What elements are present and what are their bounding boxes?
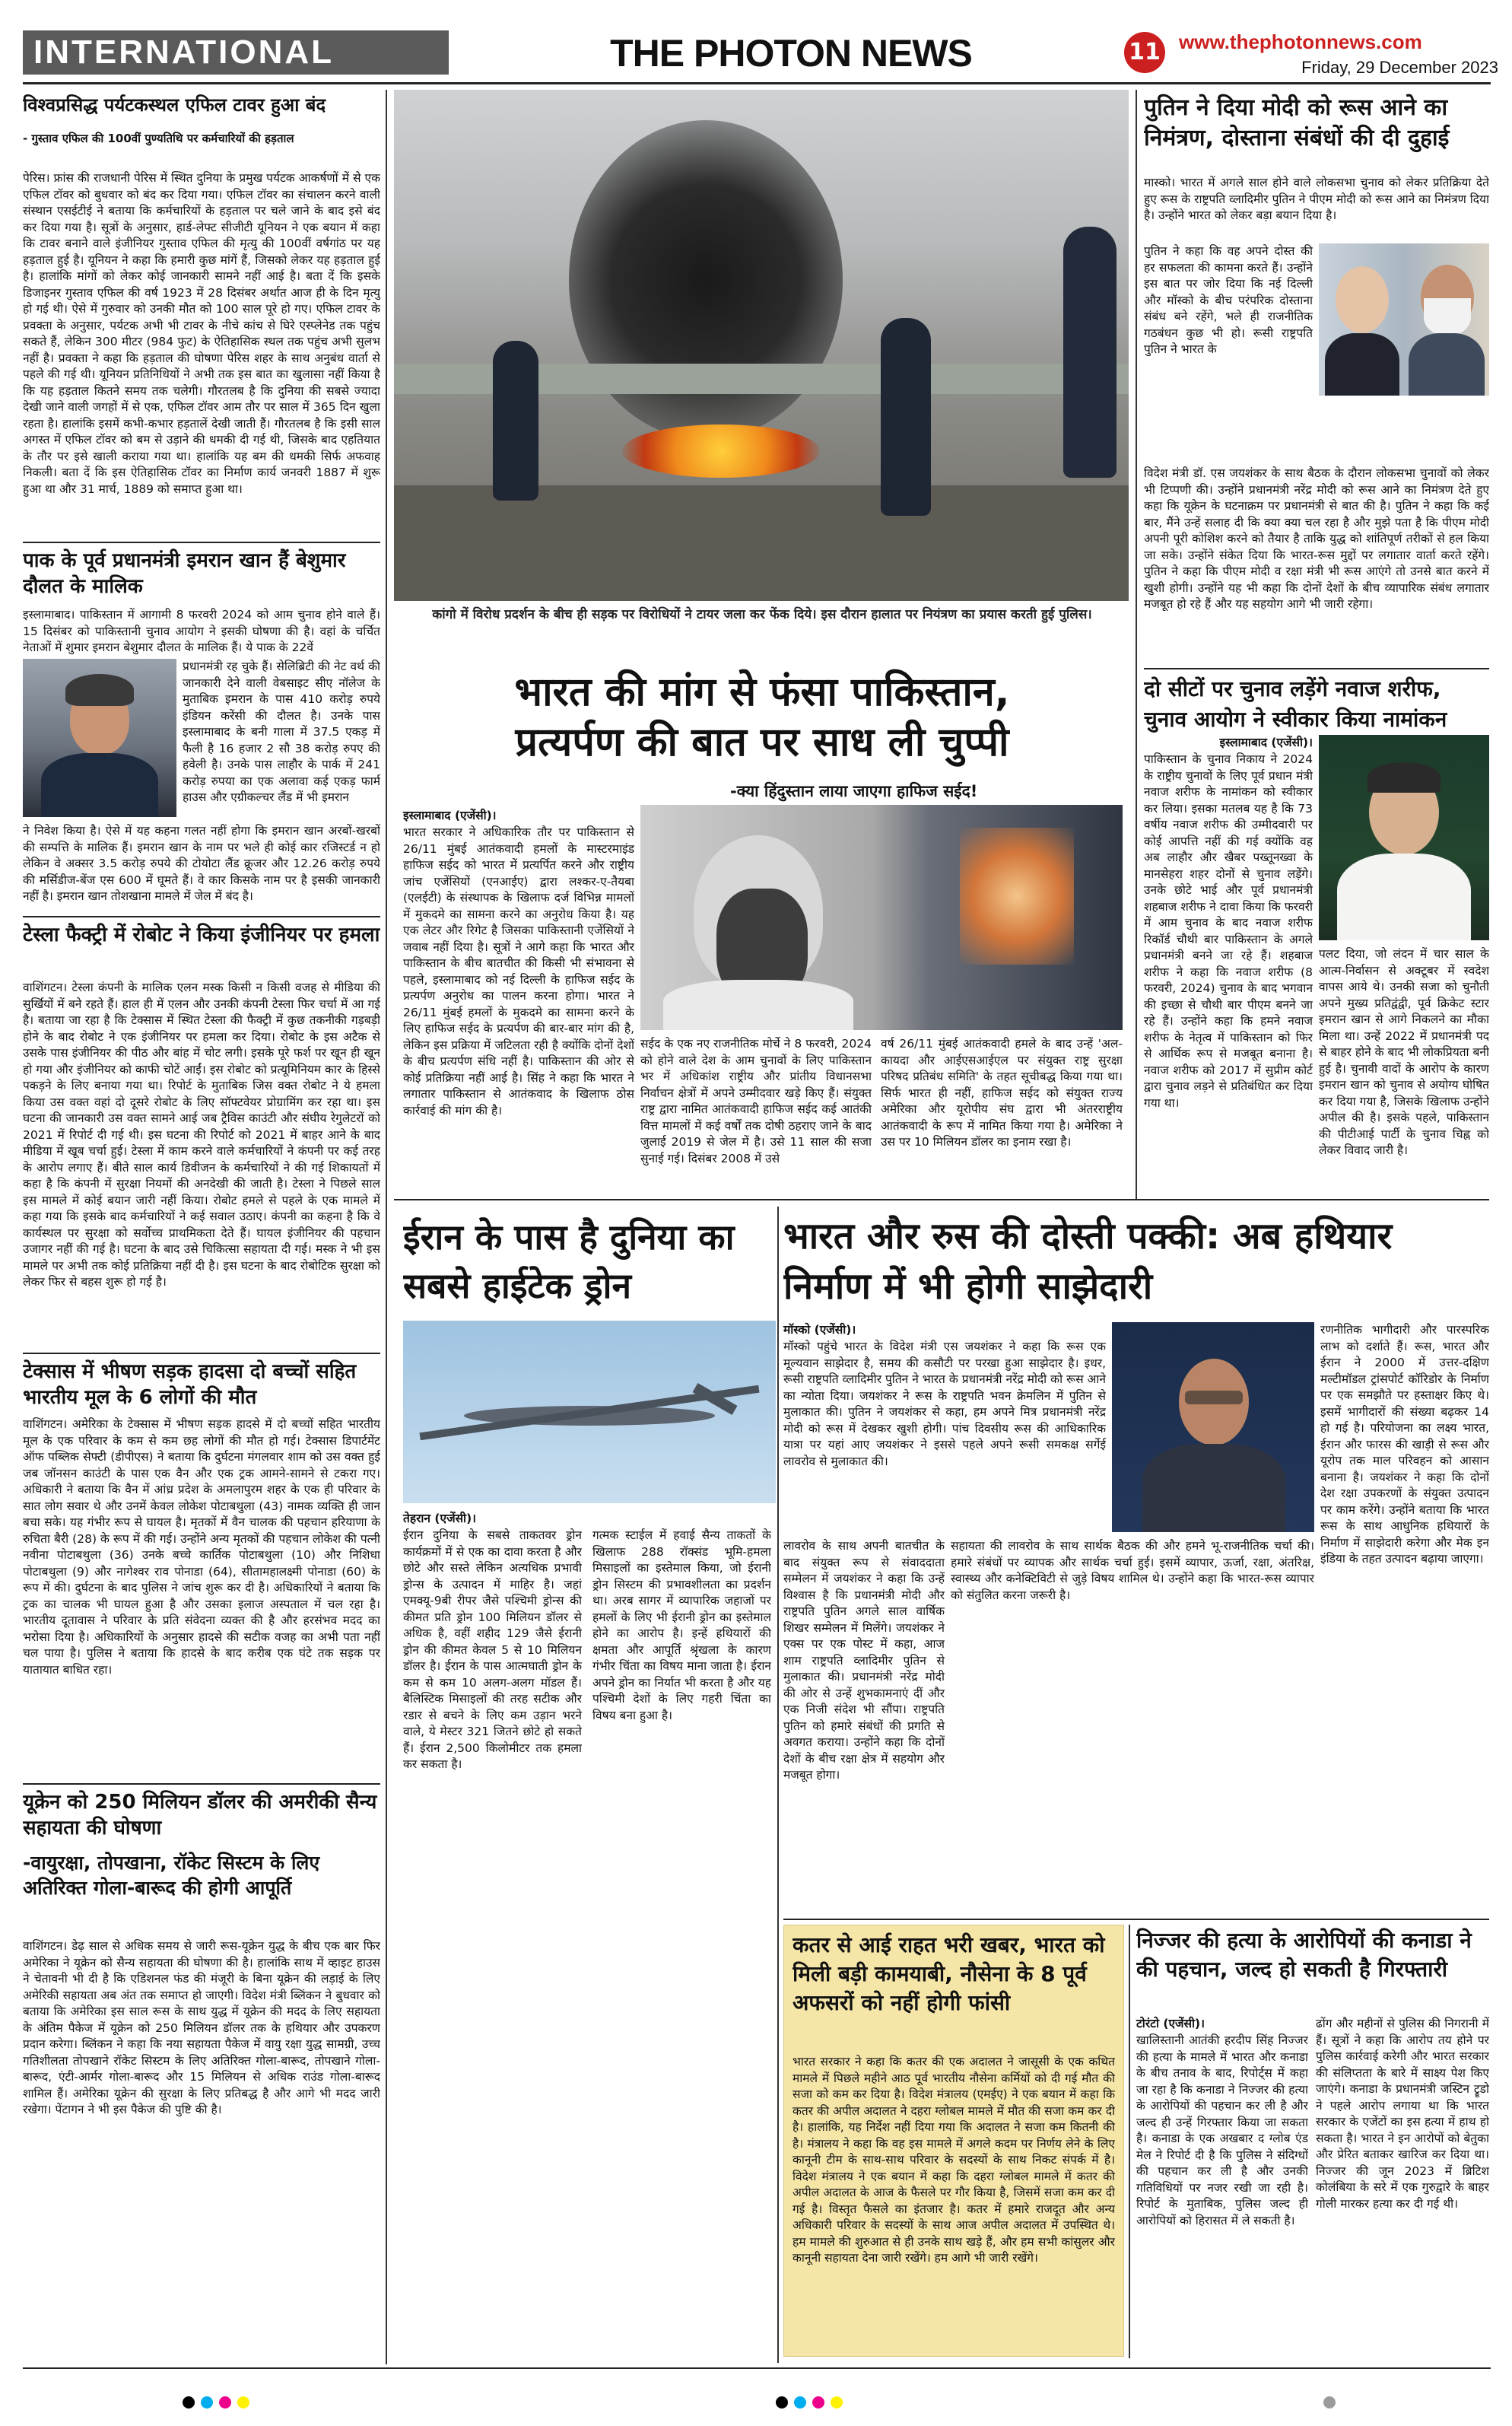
registration-dot (201, 2396, 213, 2409)
article-divider (1144, 668, 1489, 669)
drone-dateline: तेहरान (एजेंसी)। (403, 1512, 477, 1525)
column-divider (386, 90, 387, 2364)
pak-headline-line1: भारत की मांग से फंसा पाकिस्तान, (514, 669, 1010, 715)
issue-date: Friday, 29 December 2023 (1301, 58, 1498, 77)
masthead-rule (23, 82, 1491, 84)
registration-dot (237, 2396, 249, 2409)
nijjar-headline: निज्जर की हत्या के आरोपियों की कनाडा ने की पहचान, जल्द हो सकती है गिरफ्तारी (1136, 1928, 1472, 1982)
india-russia-body-far: रणनीतिक भागीदारी और पारस्परिक लाभ को दर्शाते हैं। रूस, भारत और ईरान ने 2000 में उत्तर-दक्षिण मल्टीमॉडल ट्रांसपोर्ट कॉरिडोर के निर्माण पर एक समझौते पर हस्ताक्षर किए थे। इसमें भागीदारों की संख्या बढ़कर 14 हो गई है। परियोजना का लक्ष्य भारत, ईरान और फारस की खाड़ी से रूस और यूरोप तक माल परिवहन को आसान बनाना है। जयशंकर ने कहा कि दोनों देश रक्षा उपकरणों के संयुक्त उत्पादन पर काम करेंगे। उन्होंने बताया कि भारत रूस के साथ आधुनिक हथियारों के निर्माण में साझेदारी करेगा और मेक इन इंडिया के तहत उत्पादन बढ़ाया जाएगा। (1320, 1323, 1489, 1566)
drone-body-col2: गत्मक स्टाईल में हवाई सैन्य ताकतों के खिलाफ 288 रॉक्संड भूमि-हमला मिसाइलों का इस्तेमाल किया, जो ईरानी ड्रोन सिस्टम की प्रभावशीलता का प्रदर्शन था। अरब सागर में व्यापारिक जहाजों पर हमलों के लिए भी ईरानी ड्रोन का इस्तेमाल होने का आरोप है। इन्हें हथियारों की क्षमता और आपूर्ति श्रृंखला के कारण गंभीर चिंता का विषय माना जाता है। ईरान अपने ड्रोन का निर्यात भी करता है और यह पश्चिमी देशों के लिए गहरी चिंता का विषय बना हुआ है। (592, 1528, 771, 1722)
drone-headline: ईरान के पास है दुनिया का सबसे हाईटेक ड्रोन (403, 1216, 735, 1306)
pak-body-col2: सईद के एक नए राजनीतिक मोर्चे ने 8 फरवरी, 2024 को होने वाले देश के आम चुनावों के लिए पाकिस्तान भर में अधिकांश राष्ट्रीय और प्रांतीय विधानसभा निर्वाचन क्षेत्रों में अपने उम्मीदवार खड़े किए हैं। संयुक्त राष्ट्र द्वारा नामित आतंकवादी हाफिज सईद कई आतंकी वित्त मामलों में कई वर्षों तक दोषी ठहराए जाने के बाद जुलाई 2019 से जेल में है। उसे 11 साल की सजा सुनाई गई। दिसंबर 2008 में उसे (640, 1037, 872, 1165)
registration-dot (1323, 2396, 1336, 2409)
pak-body-col3: वर्ष 26/11 मुंबई आतंकवादी हमले के बाद उन्हें 'अल-कायदा और आईएसआईएल पर संयुक्त राष्ट्र सुरक्षा परिषद प्रतिबंध समिति' के तहत सूचीबद्ध किया गया था। सिर्फ भारत ही नहीं, हाफिज सईद को संयुक्त राज्य अमेरिका और यूरोपीय संघ द्वारा भी अंतरराष्ट्रीय आतंकवादी के रूप में नामित किया गया है। अमेरिका ने उस पर 10 मिलियन डॉलर का इनाम रखा है। (881, 1037, 1123, 1149)
footer-dots (0, 2396, 1512, 2412)
pak-subheadline: -क्या हिंदुस्तान लाया जाएगा हाफिज सईद! (730, 782, 978, 800)
qatar-body: भारत सरकार ने कहा कि कतर की एक अदालत ने जासूसी के एक कथित मामले में पिछले महीने आठ पूर्व भारतीय नौसेना कर्मियों को दी गई मौत की सजा को कम कर दिया है। विदेश मंत्रालय (एमईए) ने एक बयान में कहा कि कतर की अपील अदालत ने दहरा ग्लोबल मामले में मौत की सजा कम कर दी है। हालांकि, यह निर्देश नहीं दिया गया कि अदालत ने सजा कम कितनी की है। मंत्रालय ने कहा कि वह इस मामले में अगले कदम पर निर्णय लेने के लिए कानूनी टीम के साथ-साथ परिवार के सदस्यों के साथ निकट संपर्क में है। विदेश मंत्रालय ने एक बयान में कहा कि दहरा ग्लोबल मामले में कतर की अपील अदालत के आज के फैसले पर गौर किया है, जिसमें सजा कम कर दी गई है। विस्तृत फैसले का इंतजार है। कतर में हमारे राजदूत और अन्य अधिकारी परिवार के सदस्यों के साथ आज अपील अदालत में उपस्थित थे। हम मामले की शुरुआत से ही उनके साथ खड़े हैं, और हम सभी कांसुलर और कानूनी सहायता देना जारी रखेंगे। हम आगे भी जारी रखेंगे। (793, 2055, 1115, 2265)
nawaz-dateline: इस्लामाबाद (एजेंसी)। (1219, 736, 1313, 749)
ukraine-body: वाशिंगटन। डेढ़ साल से अधिक समय से जारी रूस-यूक्रेन युद्ध के बीच एक बार फिर अमेरिका ने यूक्रेन को सैन्य सहायता की घोषणा की है। हालांकि साथ में व्हाइट हाउस ने चेतावनी भी दी है कि एडिशनल फंड की मंजूरी के बिना यूक्रेन की लड़ाई के लिए अमेरिकी सहायता अब अंत तक समाप्त हो जाएगी। विदेश मंत्री ब्लिंकन ने बुधवार को बताया कि अमेरिका इस साल रूस के साथ युद्ध में यूक्रेन की मदद के लिए सहायता के अंतिम पैकेज में यूक्रेन को 250 मिलियन डॉलर तक के हथियार और उपकरण प्रदान करेगा। ब्लिंकन ने कहा कि नया सहायता पैकेज में वायु रक्षा युद्ध सामग्री, उच्च गतिशीलता तोपखाने रॉकेट सिस्टम के लिए अतिरिक्त गोला-बारूद, तोपखाने गोला-बारूद, एंटी-आर्मर गोला-बारूद और 15 मिलियन से अधिक राउंड गोला-बारूद शामिल हैं। अमेरिका यूक्रेन की सुरक्षा के लिए प्रतिबद्ध है और आगे भी मदद जारी रखेगा। पेंटागन ने भी इस पैकेज की पुष्टि की है। (23, 1939, 380, 2116)
page-number-badge (1124, 32, 1165, 73)
imran-body-top: इस्लामाबाद। पाकिस्तान में आगामी 8 फरवरी 2024 को आम चुनाव होने वाले हैं। 15 दिसंबर को पाकिस्तानी चुनाव आयोग ने इसकी घोषणा की है। वहां के चर्चित नेताओं में शुमार इमरान बेशुमार दौलत के मालिक हैं। ये पाक के 22वें (23, 608, 380, 654)
drone-body-col1: ईरान दुनिया के सबसे ताकतवर ड्रोन कार्यक्रमों में से एक का दावा करता है और छोटे और सस्ते लेकिन अत्यधिक प्रभावी ड्रोन्स के उत्पादन में माहिर है। जहां एमक्यू-9बी रीपर जैसे पश्चिमी ड्रोन्स की कीमत प्रति ड्रोन 100 मिलियन डॉलर से अधिक है, वहीं शहीद 129 जैसे ईरानी ड्रोन की कीमत केवल 5 से 10 मिलियन डॉलर है। ईरान के पास आत्मघाती ड्रोन के कम से कम 10 अलग-अलग मॉडल हैं। बैलिस्टिक मिसाइलों की तरह सटीक और रडार से बचने के लिए कम उड़ान भरने वाले, ये मेस्टर 321 जितने छोटे हो सकते हैं। ईरान 2,500 किलोमीटर तक हमला कर सकता है। (403, 1528, 582, 1771)
eiffel-body: पेरिस। फ्रांस की राजधानी पेरिस में स्थित दुनिया के प्रमुख पर्यटक आकर्षणों में से एक एफिल टॉवर को बुधवार को बंद कर दिया गया। एफिल टॉवर का संचालन करने वाली संस्थान एसईटीई ने बताया कि कर्मचारियों के हड़ताल पर चले जाने के बाद इसे बंद कर दिया गया है। सूत्रों के अनुसार, हार्ड-लेफ्ट सीजीटी यूनियन ने एक बयान में कहा कि टावर बनाने वाले इंजीनियर गुस्ताव एफिल की मृत्यु की 100वीं वर्षगांठ पर यह हड़ताल हुई है। यूनियन ने कहा कि हमारी कुछ मांगें हैं, जिसको लेकर यह हड़ताल हुई है। हालांकि मांगों को लेकर कोई जानकारी सामने नहीं आई है। बता दें कि इसके डिजाइनर गुस्ताव एफिल की वर्ष 1923 में 28 दिसंबर अर्थात आज ही के दिन मृत्यु हो गई थी। ऐसे में गुरुवार को उनकी मौत को 100 साल पूरे हो गए। एफिल टावर के प्रवक्ता के अनुसार, पर्यटक अभी भी टावर के नीचे कांच से घिरे एस्प्लेनेड तक पहुंच सकते हैं, लेकिन 300 मीटर (984 फुट) के ऐतिहासिक स्थल तक पहुंच अभी सुलभ नहीं है। प्रवक्ता ने कहा कि हड़ताल की घोषणा पेरिस शहर के साथ अनुबंध वार्ता से पहले की गई थी। यूनियन प्रतिनिधियों ने अभी तक इस बात का खुलासा नहीं किया है कि यह हड़ताल कितने समय तक चलेगी। गौरतलब है कि दुनिया की सबसे ज्यादा देखी जाने वाली जगहों में से एक, एफिल टॉवर आम तौर पर साल में 365 दिन खुला रहता है। हालांकि इसमें कभी-कभार हड़तालें देखी जाती हैं। गौरतलब है कि इसी साल अगस्त में एफिल टॉवर को बम से उड़ाने की धमकी दी गई थी, जिसके बाद एहतियात के तौर पर इसे खाली कराया गया था। हालांकि यह बम की धमकी सिर्फ अफवाह निकली। बता दें कि इस ऐतिहासिक टॉवर का निर्माण कार्य जनवरी 1887 में शुरू हुआ था और 31 मार्च, 1889 को समाप्त हुआ था। (23, 171, 380, 496)
putin-headline: पुतिन ने दिया मोदी को रूस आने का निमंत्रण, दोस्ताना संबंधों की दी दुहाई (1144, 94, 1450, 151)
nawaz-body-side: पलट दिया, जो लंदन में चार साल के आत्म-निर्वासन से अक्टूबर में स्वदेश वापस आये थे। उनकी सजा को चुनौती अपने मुख्य प्रतिद्वंद्वी, पूर्व क्रिकेट स्टार इमरान खान से आगे निकलने का मौका मिला था। उन्हें 2022 में प्रधानमंत्री पद से बाहर होने के बाद भी लोकप्रियता बनी हुई है। चुनावी वादों के आरोप के कारण इमरान खान को चुनाव से अयोग्य घोषित कर दिया गया है, जिसके खिलाफ उन्होंने अपील की है। इसके पहले, पाकिस्तान की पीटीआई पार्टी के चुनाव चिह्न को लेकर विवाद जारी है। (1319, 947, 1489, 1157)
jaishankar-photo (1112, 1322, 1314, 1532)
nawaz-headline: दो सीटों पर चुनाव लड़ेंगे नवाज शरीफ, चुनाव आयोग ने स्वीकार किया नामांकन (1144, 676, 1447, 732)
nawaz-body-main: पाकिस्तान के चुनाव निकाय ने 2024 के राष्ट्रीय चुनावों के लिए पूर्व प्रधान मंत्री नवाज शरीफ के नामांकन को स्वीकार कर लिया। इसका मतलब यह है कि 73 वर्षीय नवाज शरीफ की उम्मीदवारी पर कोई आपत्ति नहीं की गई क्योंकि वह अब लाहौर और खैबर पख्तूनख्वा के मानसेहरा शहर दोनों से चुनाव लड़ेंगे। उनके छोटे भाई और पूर्व प्रधानमंत्री शहबाज शरीफ ने दावा किया कि फरवरी में आम चुनाव के बाद नवाज शरीफ रिकॉर्ड चौथी बार पाकिस्तान के अगले प्रधानमंत्री बनने जा रहे हैं। शहबाज शरीफ ने कहा कि नवाज शरीफ (8 फरवरी, 2024) चुनाव के बाद भगवान की इच्छा से चौथी बार पीएम बनने जा रहे हैं। उन्होंने कहा कि हमने नवाज शरीफ के नेतृत्व में पाकिस्तान को फिर से आर्थिक रूप से मजबूत बनाना है। नवाज शरीफ को 2017 में सुप्रीम कोर्ट द्वारा चुनाव लड़ने से प्रतिबंधित कर दिया गया था। (1144, 752, 1313, 1110)
imran-khan-photo (23, 659, 176, 817)
pak-body-col1: भारत सरकार ने अधिकारिक तौर पर पाकिस्तान से 26/11 मुंबई आतंकवादी हमलों के मास्टरमाइंड हाफिज सईद को भारत में प्रत्यर्पित करने और राष्ट्रीय जांच एजेंसियों (एनआईए) द्वारा लश्कर-ए-तैयबा (एलईटी) के संस्थापक के खिलाफ दर्ज विभिन्न मामलों में मुकदमे का सामना करने का अनुरोध किया है। यह एक लेटर और रिगेट है जिसका पाकिस्तानी एजेंसियों ने जवाब नहीं दिया है। सूत्रों ने आगे कहा कि भारत और पाकिस्तान के बीच बातचीत की किसी भी संभावना से पहले, इस्लामाबाद को नई दिल्ली के हाफिज सईद के प्रत्यर्पण अनुरोध का पालन करना होगा। भारत ने 26/11 मुंबई हमलों के मुकदमे का सामना करने के लिए हाफिज सईद के प्रत्यर्पण की बार-बार मांग की है, लेकिन इस प्रक्रिया में जटिलता रही है क्योंकि दोनों देशों के बीच प्रत्यर्पण संधि नहीं है। पाकिस्तान की ओर से कोई प्रतिक्रिया नहीं आई है। सिंह ने कहा कि भारत ने लगातार पाकिस्तान से आतंकवाद के खिलाफ ठोस कार्रवाई की मांग की है। (403, 825, 634, 1118)
pak-headline-line2: प्रत्यर्पण की बात पर साध ली चुप्पी (515, 720, 1009, 765)
registration-dot (183, 2396, 195, 2409)
ukraine-headline: यूक्रेन को 250 मिलियन डॉलर की अमरीकी सैन्य सहायता की घोषणा (23, 1791, 377, 1839)
imran-body-side: प्रधानमंत्री रह चुके हैं। सेलिब्रिटी की नेट वर्थ की जानकारी देने वाली वेबसाइट सीए नॉलेज के मुताबिक इमरान के पास 410 करोड़ रुपये इंडियन करेंसी की दौलत है। उनके पास इस्लामाबाद के बनी गाला में 37.5 एकड़ में फैली है 16 हजार 2 सौ 38 करोड़ रुपए की हवेली है। उनके पास लाहौर के पार्क में 241 करोड़ रुपया का एक अलावा कई एकड़ फार्म हाउस और एग्रीकल्चर लैंड में भी इमरान (183, 660, 380, 804)
nawaz-sharif-photo (1319, 735, 1489, 940)
putin-body-bottom: विदेश मंत्री डॉ. एस जयशंकर के साथ बैठक के दौरान लोकसभा चुनावों को लेकर भी टिप्पणी की। उन्होंने प्रधानमंत्री नरेंद्र मोदी को रूस आने का निमंत्रण देते हुए कहा कि यूक्रेन के घटनाक्रम पर प्रधानमंत्री से बात की है। पुतिन ने कहा कि कई बार, मैंने उन्हें सलाह दी कि क्या क्या चल रहा है और मुझे पता है कि पीएम मोदी अपनी पूरी कोशिश करने को तैयार है ताकि युद्ध को शांतिपूर्ण तरीकों से हल किया जा सके। उन्होंने संकेत दिया कि भारत-रूस मुद्दों पर लगातार वार्ता करते रहेंगे। पुतिन ने कहा कि पीएम मोदी व रक्षा मंत्री भी रूस आएंगे तो उनसे बात करने में खुशी होगी। उन्होंने यह भी कहा कि दोनों देशों के बीच व्यापारिक संबंध लगातार मजबूत हो रहे हैं और यह सहयोग आगे भी जारी रहेगा। (1144, 466, 1489, 611)
article-divider (23, 1353, 380, 1354)
section-name: INTERNATIONAL (33, 33, 335, 71)
article-divider (23, 916, 380, 917)
putin-body-side: पुतिन ने कहा कि वह अपने दोस्त की हर सफलता की कामना करते हैं। उन्होंने इस बात पर जोर दिया कि नई दिल्ली और मॉस्को के बीच परंपरिक दोस्ताना संबंध बने रहेंगे, भले ही राजनीतिक गठबंधन कुछ भी हो। रूसी राष्ट्रपति पुतिन ने भारत के (1144, 244, 1313, 356)
nijjar-dateline: टोरंटो (एजेंसी)। (1136, 2017, 1205, 2030)
eiffel-headline: विश्वप्रसिद्ध पर्यटकस्थल एफिल टावर हुआ बंद (23, 94, 326, 116)
qatar-headline: कतर से आई राहत भरी खबर, भारत को मिली बड़ी कामयाबी, नौसेना के 8 पूर्व अफसरों को नहीं होगी फांसी (793, 1932, 1105, 2015)
congo-protest-photo (394, 90, 1129, 601)
india-russia-body-right: सहायता की लावरोव के साथ सार्थक बैठक की और हमने भू-राजनीतिक चर्चा की। हमारे संबंधों पर व्यापक और सार्थक चर्चा हुई। इसमें व्यापार, ऊर्जा, रक्षा, अंतरिक्ष, स्वास्थ्य और कनेक्टिविटी से जुड़े विषय शामिल थे। उन्होंने कहा कि भारत-रूस व्यापार को संतुलित करना जरूरी है। (951, 1539, 1314, 1602)
column-divider (1136, 90, 1137, 1200)
congo-photo-caption: कांगो में विरोध प्रदर्शन के बीच ही सड़क पर विरोधियों ने टायर जला कर फेंक दिये। इस दौरान हालात पर नियंत्रण का प्रयास करती हुई पुलिस। (432, 607, 1092, 622)
imran-body-bottom: ने निवेश किया है। ऐसे में यह कहना गलत नहीं होगा कि इमरान खान अरबों-खरबों की सम्पत्ति के मालिक हैं। इमरान खान के नाम पर भले ही कोई कार रजिस्टर्ड न हो लेकिन वे अक्सर 3.5 करोड़ रुपये की टोयोटा लैंड क्रूजर और 12.26 करोड़ रुपये की मर्सिडीज-बेंज एस 600 में घूमते हैं। वे कार किसके नाम पर है इसकी जानकारी नहीं है। इमरान खान तोशखाना मामले में जेल में बंद है। (23, 824, 380, 903)
article-divider (23, 1783, 380, 1785)
putin-modi-photo (1319, 243, 1489, 396)
registration-dot (219, 2396, 231, 2409)
hafiz-saeed-photo (640, 805, 1123, 1030)
nijjar-body-col2: ढोंग और महीनों से पुलिस की निगरानी में हैं। सूत्रों ने कहा कि आरोप तय होने पर पुलिस कार्रवाई करेगी और भारत सरकार की संलिप्तता के बारे में साक्ष्य पेश किए जाएंगे। कनाडा के प्रधानमंत्री जस्टिन ट्रूडो ने पहले आरोप लगाया था कि भारत सरकार के एजेंटों का इस हत्या में हाथ हो सकता है। भारत ने इन आरोपों को बेतुका और प्रेरित बताकर खारिज कर दिया था। निज्जर की जून 2023 में ब्रिटिश कोलंबिया के सरे में एक गुरुद्वारे के बाहर गोली मारकर हत्या कर दी गई थी। (1316, 2017, 1489, 2211)
article-divider (394, 1199, 1489, 1200)
footer-rule (23, 2367, 1491, 2369)
drone-photo (403, 1321, 776, 1503)
india-russia-body-center: लावरोव के साथ अपनी बातचीत के बाद संयुक्त रूप से संवाददाता सम्मेलन में जयशंकर ने कहा कि उन्हें विश्वास है कि प्रधानमंत्री मोदी और राष्ट्रपति पुतिन अगले साल वार्षिक शिखर सम्मेलन में मिलेंगे। जयशंकर ने एक्स पर एक पोस्ट में कहा, आज शाम राष्ट्रपति व्लादिमीर पुतिन से मुलाकात की। प्रधानमंत्री नरेंद्र मोदी की ओर से उन्हें शुभकामनाएं दीं और एक निजी संदेश भी सौंपा। राष्ट्रपति पुतिन को हमारे संबंधों की प्रगति से अवगत कराया। उन्होंने कहा कि दोनों देशों के बीच रक्षा क्षेत्र में सहयोग और मजबूत होगा। (783, 1539, 945, 1782)
tesla-body: वाशिंगटन। टेस्ला कंपनी के मालिक एलन मस्क किसी न किसी वजह से मीडिया की सुर्खियों में बने रहते हैं। हाल ही में एलन और उनकी कंपनी टेस्ला फिर चर्चा में आ गई है। बताया जा रहा है कि टेक्सास में स्थित टेस्ला की फैक्ट्री में कुछ तकनीकी गड़बड़ी होने के बाद रोबोट ने एक इंजीनियर पर हमला कर दिया। रोबोट के इस अटैक से उसके पास इंजीनियर की पीठ और बांह में चोट लगी। इसके पूरे फर्श पर खून ही खून हो गया और इंजीनियर को काफी चोटें आईं। इस रोबोट को प्रत्यूमिनियम कार के हिस्से पकड़ने के लिए बनाया गया था। रिपोर्ट के मुताबिक जिस वक्त रोबोट ने ये हमला किया उस वक्त वहां दो दूसरे रोबोट के लिए सॉफ्टवेयर प्रोग्रामिंग कर रहा था। इस घटना की जानकारी उस वक्त सामने आई जब ट्रैविस काउंटी और संघीय रेगुलेटरों को 2021 में रिपोर्ट दी गई थी। इस घटना की रिपोर्ट को 2021 में बाहर आने के बाद मीडिया में खूब चर्चा हुई। टेस्ला में काम करने वाले कर्मचारियों ने कंपनी पर कई तरह के आरोप लगाए हैं। बीते साल कार्य डिवीजन के कर्मचारियों ने की गई शिकायतों में कहा है कि कंपनी में सुरक्षा नियमों की अनदेखी की जाती है। टेस्ला ने पिछले साल इस मामले में कोई बयान जारी नहीं किया। रोबोट हमले से पहले के एक मामले में कहा गया कि इसके बाद कर्मचारियों ने कई सवाल उठाए। कंपनी का कहना है कि वे कार्यस्थल पर सुरक्षा को सर्वोच्च प्राथमिकता देते हैं। घायल इंजीनियर की पहचान उजागर नहीं की गई है। घटना के बाद उसे चिकित्सा सहायता दी गई। मस्क ने भी इस मामले पर अभी तक कोई प्रतिक्रिया नहीं दी है। इस घटना के बाद रोबोटिक सुरक्षा को लेकर फिर से बहस शुरू हो गई है। (23, 981, 380, 1289)
column-divider (1129, 1925, 1130, 2358)
registration-dot (776, 2396, 788, 2409)
column-divider (777, 1207, 779, 2363)
registration-dot (831, 2396, 843, 2409)
brand-name: THE PHOTON NEWS (610, 32, 972, 75)
registration-dot (812, 2396, 824, 2409)
article-divider (23, 542, 380, 543)
ukraine-subheadline: -वायुरक्षा, तोपखाना, रॉकेट सिस्टम के लिए अतिरिक्त गोला-बारूद की होगी आपूर्ति (23, 1852, 320, 1899)
tesla-headline: टेस्ला फैक्ट्री में रोबोट ने किया इंजीनियर पर हमला (23, 924, 380, 946)
india-russia-body-top: मॉस्को पहुंचे भारत के विदेश मंत्री एस जयशंकर ने कहा कि रूस एक मूल्यवान साझेदार है, समय की कसौटी पर परखा हुआ साझेदार है। इधर, रूसी राष्ट्रपति व्लादिमीर पुतिन ने भारत के प्रधानमंत्री नरेंद्र मोदी को रूस आने का न्योता दिया। जयशंकर ने रूस के राष्ट्रपति भवन क्रेमलिन में पुतिन से मुलाकात की। पुतिन ने जयशंकर से कहा, हम अपने मित्र प्रधानमंत्री नरेंद्र मोदी को रूस में देखकर खुशी होगी। पांच दिवसीय रूस की आधिकारिक यात्रा पर यहां आए जयशंकर ने इससे पहले अपने रूसी समकक्ष सर्गेई लावरोव से मुलाकात की। (783, 1340, 1106, 1468)
section-label (23, 30, 449, 75)
india-russia-dateline: मॉस्को (एजेंसी)। (783, 1323, 856, 1337)
putin-body-top: मास्को। भारत में अगले साल होने वाले लोकसभा चुनाव को लेकर प्रतिक्रिया देते हुए रूस के राष्ट्रपति व्लादिमीर पुतिन ने पीएम मोदी को रूस आने का निमंत्रण दिया है। उन्होंने भारत को लेकर बड़ा बयान दिया है। (1144, 176, 1489, 222)
pak-dateline: इस्लामाबाद (एजेंसी)। (403, 809, 497, 822)
website-link[interactable]: www.thephotonnews.com (1179, 30, 1422, 53)
nijjar-body-col1: खालिस्तानी आतंकी हरदीप सिंह निज्जर की हत्या के मामले में भारत और कनाडा के बीच तनाव के बाद, रिपोर्ट्स में कहा जा रहा है कि कनाडा ने निज्जर की हत्या के आरोपियों की पहचान कर ली है और जल्द ही उन्हें गिरफ्तार किया जा सकता है। कनाडा के एक अखबार द ग्लोब एंड मेल ने रिपोर्ट दी है कि पुलिस ने संदिग्धों की पहचान कर ली है और उनकी गतिविधियों पर नजर रखी जा रही है। रिपोर्ट के मुताबिक, पुलिस जल्द ही आरोपियों को हिरासत में ले सकती है। (1136, 2033, 1308, 2227)
texas-body: वाशिंगटन। अमेरिका के टेक्सास में भीषण सड़क हादसे में दो बच्चों सहित भारतीय मूल के एक परिवार के कम से कम छह लोगों की मौत हो गई। टेक्सास डिपार्टमेंट ऑफ पब्लिक सेफ्टी (डीपीएस) ने बताया कि दुर्घटना मंगलवार शाम को उस वक्त हुई जब जॉनसन काउंटी के पास एक वैन और एक ट्रक आमने-सामने से टकरा गए। अधिकारी ने बताया कि वैन में आंध्र प्रदेश के अमलापुरम शहर के एक ही परिवार के सात लोग सवार थे और उनमें केवल लोकेश पोटाबथुला (43) नामक व्यक्ति ही जान बचा सके। यह गंभीर रूप से घायल है। मृतकों में वैन चालक की पहचान हरियाणा के रुचिता बैरी (28) के रूप में की गई। उन्होंने अन्य मृतकों की पहचान लोकेश की पत्नी नवीना पोटाबथुला (36) उनके बच्चे कार्तिक पोटाबथुला (10) और निशिधा पोटाबथुला (9) और नागेश्वर राव पोनाडा (64), सीतामहालक्ष्मी पोनाडा (60) के रूप में की। दुर्घटना के बाद पुलिस ने जांच शुरू कर दी है। अधिकारियों ने बताया कि ट्रक का चालक भी घायल हुआ है और उसका इलाज अस्पताल में चल रहा है। भारतीय दूतावास ने परिवार के प्रति संवेदना व्यक्त की है और हरसंभव मदद का भरोसा दिया है। अधिकारियों के अनुसार हादसे की सटीक वजह का अभी पता नहीं चल पाया है। पुलिस ने बताया कि हादसे के बाद करीब एक घंटे तक सड़क पर यातायात बाधित रहा। (23, 1417, 380, 1677)
india-russia-headline: भारत और रुस की दोस्ती पक्की: अब हथियार निर्माण में भी होगी साझेदारी (783, 1215, 1393, 1308)
brand-logo[interactable] (593, 30, 989, 76)
eiffel-subheadline: - गुस्ताव एफिल की 100वीं पुण्यतिथि पर कर्मचारियों की हड़ताल (23, 132, 294, 145)
article-divider (783, 1919, 1489, 1920)
imran-headline: पाक के पूर्व प्रधानमंत्री इमरान खान हैं बेशुमार दौलत के मालिक (23, 549, 346, 598)
registration-dot (794, 2396, 806, 2409)
texas-headline: टेक्सास में भीषण सड़क हादसा दो बच्चों सहित भारतीय मूल के 6 लोगों की मौत (23, 1360, 357, 1409)
page-number: 11 (1129, 39, 1161, 65)
